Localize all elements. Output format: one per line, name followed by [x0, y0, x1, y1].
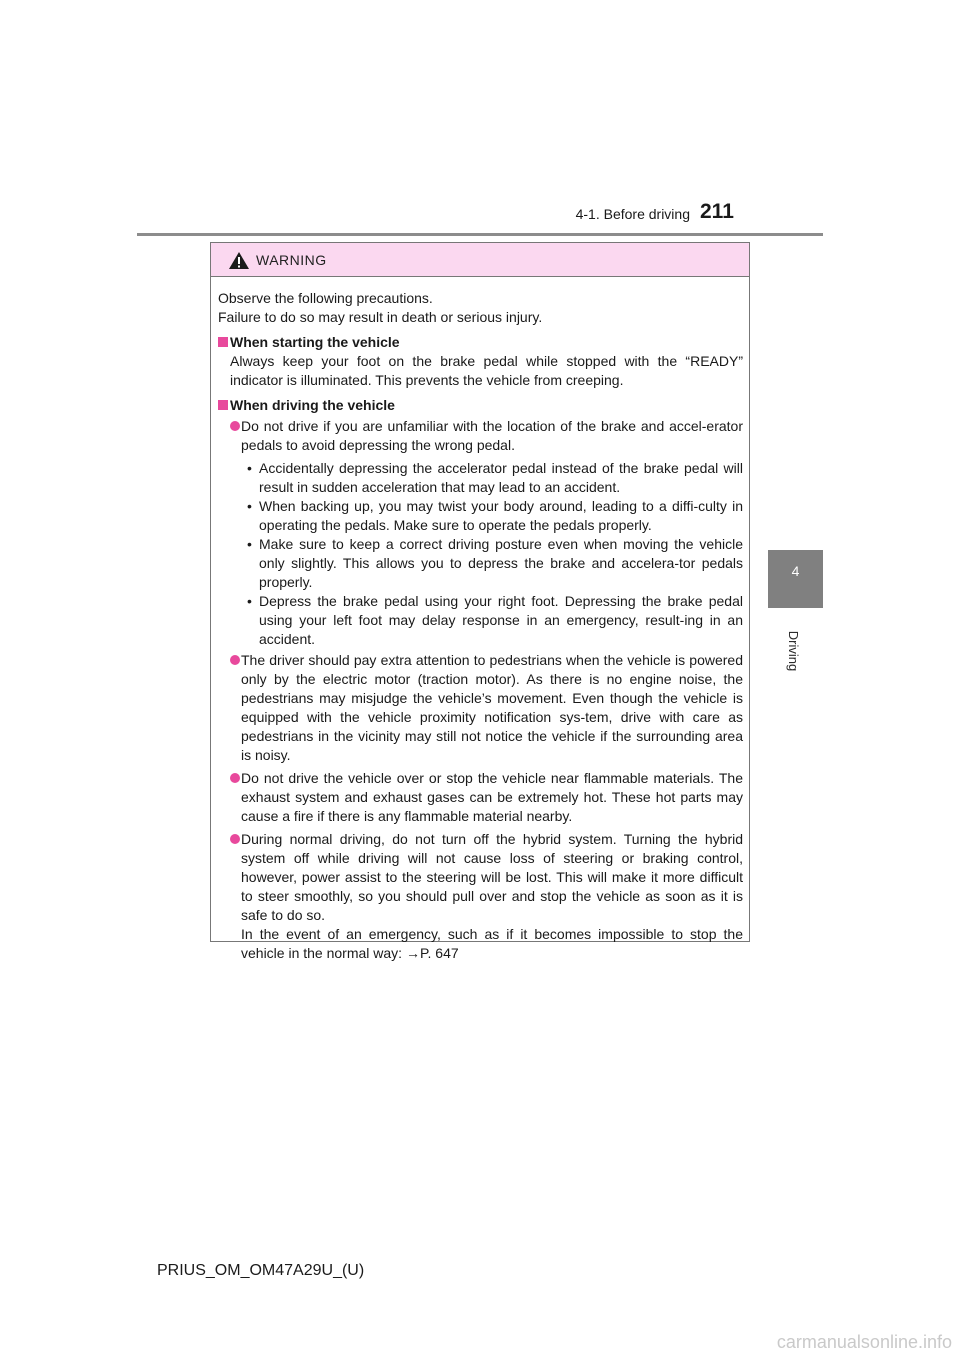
- bullet-item: [218, 769, 743, 826]
- chapter-tab-number: 4: [791, 563, 800, 579]
- sub-bullet-marker: •: [247, 498, 252, 514]
- square-bullet-icon: [218, 400, 228, 410]
- circle-bullet-icon: [230, 655, 240, 665]
- sub-item-text: When backing up, you may twist your body around, leading to a diffi-culty in operating the pedals. Make sure to operate the pedals properly.: [259, 498, 743, 533]
- warning-box: [210, 242, 750, 961]
- bullet-text: The driver should pay extra attention to pedestrians when the vehicle is powered only by the electric motor (traction motor). As there is no engine noise, the pedestrians may misjudge the vehicle’s movement. Even though the vehicle is equipped with the vehicle proximity notification sys-tem, drive with care as pedestrians in the vicinity may still not notice the vehicle if the surrounding area is noisy.: [241, 652, 743, 763]
- manual-code: PRIUS_OM_OM47A29U_(U): [157, 1262, 365, 1279]
- intro-line-1: Observe the following precautions.: [218, 290, 433, 306]
- watermark: carmanualsonline.info: [776, 1332, 952, 1352]
- chapter-tab-label: Driving: [786, 630, 801, 672]
- warning-body: [211, 277, 749, 963]
- sub-list-item: [218, 497, 743, 535]
- section-heading-starting: [218, 333, 743, 352]
- circle-bullet-icon: [230, 834, 240, 844]
- warning-title: WARNING: [256, 252, 327, 268]
- header-divider: [137, 233, 823, 236]
- intro-line-2: Failure to do so may result in death or serious injury.: [218, 309, 543, 325]
- bullet-text: Do not drive if you are unfamiliar with the location of the brake and accel-erator pedals to avoid depressing the wrong pedal.: [241, 418, 743, 453]
- warning-header: [211, 243, 749, 277]
- circle-bullet-icon: [230, 421, 240, 431]
- bullet-item: [218, 830, 743, 963]
- section-heading-driving: [218, 396, 743, 415]
- sub-item-text: Accidentally depressing the accelerator pedal instead of the brake pedal will result in sudden acceleration that may lead to an accident.: [259, 460, 743, 495]
- circle-bullet-icon: [230, 773, 240, 783]
- sub-list: [218, 459, 743, 649]
- square-bullet-icon: [218, 337, 228, 347]
- page-number: 211: [700, 200, 734, 223]
- bullet-text: Do not drive the vehicle over or stop the vehicle near flammable materials. The exhaust system and exhaust gases can be extremely hot. These hot parts may cause a fire if there is any flammable material nearby.: [241, 770, 743, 824]
- bullet-item: [218, 651, 743, 765]
- warning-intro: [218, 289, 743, 327]
- section-heading-text: When starting the vehicle: [230, 334, 400, 350]
- bullet-text: During normal driving, do not turn off the hybrid system. Turning the hybrid system off while driving will not cause loss of steering or braking control, however, power assist to the steering will be lost. This will make it more difficult to steer smoothly, so you should pull over and stop the vehicle as soon as it is safe to do so.: [241, 831, 743, 923]
- sub-item-text: Depress the brake pedal using your right foot. Depressing the brake pedal using your left foot may delay response in an emergency, result-ing in an accident.: [259, 593, 743, 647]
- sub-list-item: [218, 592, 743, 649]
- bullet-item: [218, 417, 743, 455]
- section-heading-text: When driving the vehicle: [230, 397, 395, 413]
- sub-list-item: [218, 535, 743, 592]
- sub-bullet-marker: •: [247, 593, 252, 609]
- bullet-text-continued: In the event of an emergency, such as if it becomes impossible to stop the vehicle in the normal way: →P. 647: [241, 926, 743, 961]
- sub-item-text: Make sure to keep a correct driving posture even when moving the vehicle only slightly. This allows you to depress the brake and accelera-tor pedals properly.: [259, 536, 743, 590]
- chapter-tab: [768, 550, 823, 608]
- warning-triangle-icon: [228, 251, 250, 270]
- sub-bullet-marker: •: [247, 536, 252, 552]
- sub-bullet-marker: •: [247, 460, 252, 476]
- section-text-starting: Always keep your foot on the brake pedal while stopped with the “READY” indicator is illuminated. This prevents the vehicle from creeping.: [230, 353, 743, 388]
- header-section-title: 4-1. Before driving: [575, 206, 690, 222]
- sub-list-item: [218, 459, 743, 497]
